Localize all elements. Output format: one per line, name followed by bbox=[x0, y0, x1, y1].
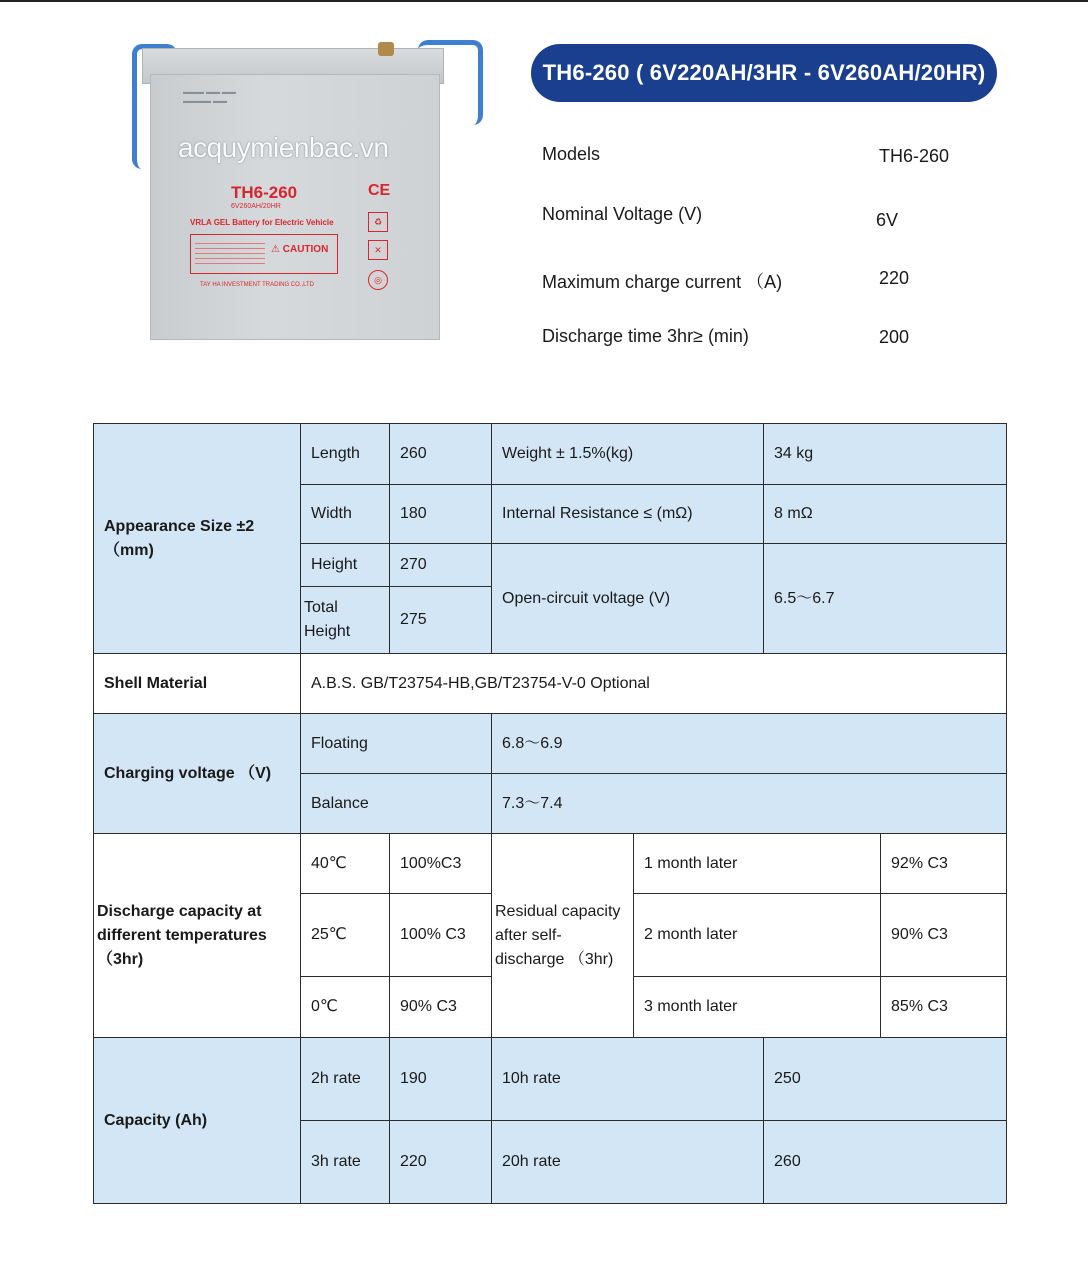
print-lines: ▬▬▬ ▬▬ ▬▬ ▬▬▬▬ ▬▬ bbox=[183, 89, 236, 105]
spec-value-models: TH6-260 bbox=[879, 146, 950, 166]
charging-voltage-label: Charging voltage （V) bbox=[94, 714, 301, 834]
balance-value: 7.3～7.4 bbox=[492, 774, 1007, 834]
table-row bbox=[94, 714, 1007, 774]
watermark: acquymienbac.vn bbox=[178, 132, 389, 163]
weight-value: 34 kg bbox=[764, 424, 1007, 485]
appearance-size-label: Appearance Size ±2（mm) bbox=[94, 424, 301, 654]
battery-body bbox=[150, 74, 440, 340]
spec-key-charge-current: Maximum charge current （A) bbox=[542, 272, 783, 292]
capacity-cell: 100%C3 bbox=[390, 834, 492, 894]
table-row bbox=[94, 654, 1007, 714]
temp-cell: 0℃ bbox=[301, 977, 390, 1038]
caution-text: ⚠ CAUTION bbox=[271, 244, 329, 255]
label-model: TH6-260 bbox=[231, 183, 298, 202]
temp-cell: 40℃ bbox=[301, 834, 390, 894]
period-cell: 1 month later bbox=[634, 834, 881, 894]
length-label: Length bbox=[301, 424, 390, 485]
spec-key-discharge-time: Discharge time 3hr≥ (min) bbox=[542, 326, 749, 346]
open-circuit-voltage-label: Open-circuit voltage (V) bbox=[492, 544, 764, 654]
recycle-icon: ♻ bbox=[368, 212, 388, 232]
spec-value-charge-current: 220 bbox=[879, 268, 910, 288]
spec-table bbox=[93, 423, 1007, 1204]
capacity-label: Capacity (Ah) bbox=[94, 1038, 301, 1204]
period-cell: 3 month later bbox=[634, 977, 881, 1038]
period-cell: 2 month later bbox=[634, 894, 881, 977]
rate-20h-label: 20h rate bbox=[492, 1121, 764, 1204]
discharge-capacity-label: Discharge capacity at different temperatures （3hr) bbox=[94, 834, 301, 1038]
rate-2h-label: 2h rate bbox=[301, 1038, 390, 1121]
label-company: TAY HA INVESTMENT TRADING CO.,LTD bbox=[200, 282, 315, 288]
cert-icon: ◎ bbox=[368, 270, 388, 290]
label-description: VRLA GEL Battery for Electric Vehicle bbox=[190, 218, 334, 227]
height-value: 270 bbox=[390, 544, 492, 587]
residual-cell: 92% C3 bbox=[881, 834, 1007, 894]
table-row bbox=[94, 424, 1007, 485]
height-label: Height bbox=[301, 544, 390, 587]
residual-cell: 90% C3 bbox=[881, 894, 1007, 977]
length-value: 260 bbox=[390, 424, 492, 485]
total-height-value: 275 bbox=[390, 587, 492, 654]
spec-value-discharge-time: 200 bbox=[879, 327, 910, 347]
rate-3h-label: 3h rate bbox=[301, 1121, 390, 1204]
residual-cell: 85% C3 bbox=[881, 977, 1007, 1038]
caution-box bbox=[190, 234, 338, 274]
residual-capacity-label: Residual capacity after self-discharge （3hr) bbox=[492, 834, 634, 1038]
label-sub: 6V260AH/20HR bbox=[231, 203, 281, 210]
internal-resistance-label: Internal Resistance ≤ (mΩ) bbox=[492, 485, 764, 544]
rate-3h-value: 220 bbox=[390, 1121, 492, 1204]
rate-20h-value: 260 bbox=[764, 1121, 1007, 1204]
total-height-label: Total Height bbox=[301, 587, 390, 654]
weight-label: Weight ± 1.5%(kg) bbox=[492, 424, 764, 485]
width-value: 180 bbox=[390, 485, 492, 544]
table-row bbox=[94, 834, 1007, 894]
ce-mark-icon: CE bbox=[368, 182, 391, 199]
table-row bbox=[94, 1038, 1007, 1121]
capacity-cell: 90% C3 bbox=[390, 977, 492, 1038]
terminal-icon bbox=[378, 42, 394, 56]
spec-value-voltage: 6V bbox=[876, 210, 899, 230]
internal-resistance-value: 8 mΩ bbox=[764, 485, 1007, 544]
temp-cell: 25℃ bbox=[301, 894, 390, 977]
floating-value: 6.8～6.9 bbox=[492, 714, 1007, 774]
battery-product-image bbox=[128, 38, 488, 350]
balance-label: Balance bbox=[301, 774, 492, 834]
shell-material-value: A.B.S. GB/T23754-HB,GB/T23754-V-0 Optional bbox=[301, 654, 1007, 714]
spec-key-models: Models bbox=[542, 144, 601, 164]
shell-material-label: Shell Material bbox=[94, 654, 301, 714]
model-title-badge: TH6-260 ( 6V220AH/3HR - 6V260AH/20HR) bbox=[531, 44, 997, 102]
top-border bbox=[0, 0, 1088, 2]
rate-2h-value: 190 bbox=[390, 1038, 492, 1121]
no-trash-icon: ✕ bbox=[368, 240, 388, 260]
open-circuit-voltage-value: 6.5～6.7 bbox=[764, 544, 1007, 654]
rate-10h-label: 10h rate bbox=[492, 1038, 764, 1121]
capacity-cell: 100% C3 bbox=[390, 894, 492, 977]
width-label: Width bbox=[301, 485, 390, 544]
spec-key-voltage: Nominal Voltage (V) bbox=[542, 204, 703, 224]
floating-label: Floating bbox=[301, 714, 492, 774]
rate-10h-value: 250 bbox=[764, 1038, 1007, 1121]
